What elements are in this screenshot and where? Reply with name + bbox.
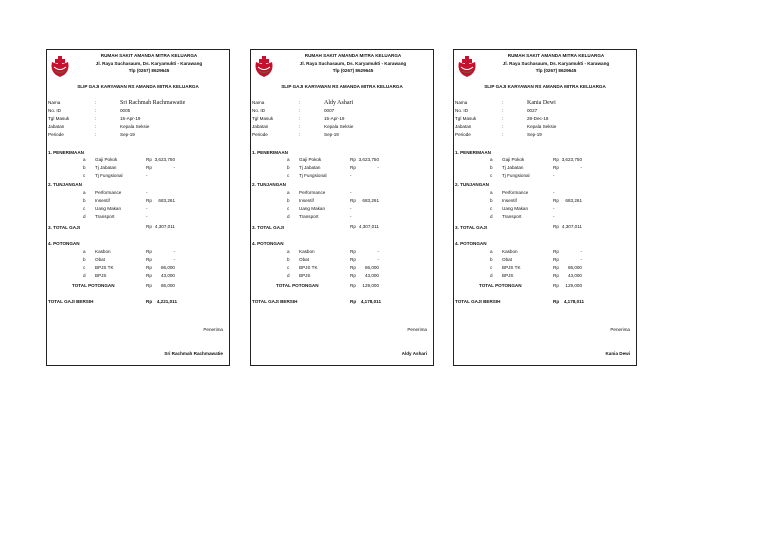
item-letter: c xyxy=(490,265,493,270)
item-amount: - xyxy=(580,257,582,262)
total-potongan-label: TOTAL POTONGAN xyxy=(479,283,522,288)
field-colon: : xyxy=(502,100,504,105)
item-name: Performance xyxy=(299,190,326,195)
item-name: Gaji Pokok xyxy=(95,157,118,162)
tunjangan-row xyxy=(454,189,636,197)
item-currency: Rp xyxy=(350,198,356,203)
item-name: Tj Jabatan xyxy=(299,165,321,170)
total-potongan-currency: Rp xyxy=(146,283,152,288)
item-letter: a xyxy=(287,249,290,254)
item-amount: 3,623,750 xyxy=(561,157,582,162)
slip-title: SLIP GAJI KARYAWAN RS AMANDA MITRA KELUARGA xyxy=(484,84,606,89)
field-label: Nama xyxy=(48,100,61,105)
item-currency: - xyxy=(553,206,555,211)
field-colon: : xyxy=(95,116,97,121)
item-letter: c xyxy=(83,206,86,211)
item-amount: 43,000 xyxy=(160,273,175,278)
penerimaan-row xyxy=(251,156,433,164)
section-potongan: 4. POTONGAN xyxy=(455,241,487,246)
penerimaan-row xyxy=(251,164,433,172)
hospital-name: RUMAH SAKIT AMANDA MITRA KELUARGA xyxy=(507,53,605,58)
gaji-bersih-label: TOTAL GAJI BERSIH xyxy=(48,299,94,304)
tunjangan-row xyxy=(454,213,636,221)
section-potongan: 4. POTONGAN xyxy=(48,241,80,246)
penerimaan-row xyxy=(47,172,229,180)
section-potongan: 4. POTONGAN xyxy=(252,241,284,246)
item-letter: c xyxy=(490,173,493,178)
field-colon: : xyxy=(502,124,504,129)
field-value: 0027 xyxy=(527,108,538,113)
tunjangan-row xyxy=(47,189,229,197)
item-name: BPJS TK xyxy=(502,265,521,270)
letterhead xyxy=(71,52,227,75)
hospital-address: Jl. Raya Suchasaum, Ds. Karyamukti - Karawang xyxy=(95,60,203,66)
item-amount: - xyxy=(377,165,379,170)
item-currency: Rp xyxy=(350,157,356,162)
item-currency: - xyxy=(350,206,352,211)
field-tgl-masuk xyxy=(47,115,229,123)
gaji-bersih-amount: 4,178,011 xyxy=(360,299,381,304)
item-letter: d xyxy=(490,214,493,219)
item-letter: d xyxy=(490,273,493,278)
item-currency: Rp xyxy=(553,249,559,254)
item-letter: b xyxy=(83,257,86,262)
total-gaji-label: 3. TOTAL GAJI xyxy=(252,225,284,230)
item-letter: d xyxy=(83,273,86,278)
item-currency: Rp xyxy=(146,198,152,203)
hospital-phone: Tlp (0267) 8629645 xyxy=(535,68,577,74)
item-name: Obat xyxy=(502,257,512,262)
field-no-id xyxy=(454,107,636,115)
gaji-bersih-label: TOTAL GAJI BERSIH xyxy=(455,299,501,304)
signature-name: Sri Rachmah Rachmawatie xyxy=(164,351,223,356)
field-jabatan xyxy=(47,123,229,131)
total-gaji-currency: Rp xyxy=(146,224,152,229)
item-letter: c xyxy=(287,173,290,178)
item-amount: 86,000 xyxy=(160,265,175,270)
item-amount: 43,000 xyxy=(364,273,379,278)
item-name: Transport xyxy=(299,214,319,219)
section-penerimaan: 1. PENERIMAAN xyxy=(455,150,491,155)
field-colon: : xyxy=(95,132,97,137)
field-value: Sep-19 xyxy=(120,132,135,137)
item-currency: Rp xyxy=(146,257,152,262)
field-colon: : xyxy=(502,116,504,121)
item-currency: - xyxy=(146,190,148,195)
item-name: Transport xyxy=(502,214,522,219)
field-nama xyxy=(454,99,636,107)
logo xyxy=(456,52,478,78)
item-letter: d xyxy=(83,214,86,219)
field-value: Aldy Ashari xyxy=(324,100,354,106)
item-currency: Rp xyxy=(350,249,356,254)
penerimaan-row xyxy=(251,172,433,180)
field-label: Nama xyxy=(455,100,468,105)
field-jabatan xyxy=(251,123,433,131)
hospital-address: Jl. Raya Suchasaum, Ds. Karyamukti - Karawang xyxy=(502,60,610,66)
section-tunjangan: 2. TUNJANGAN xyxy=(48,182,82,187)
field-colon: : xyxy=(299,132,301,137)
item-currency: - xyxy=(350,173,352,178)
item-amount: - xyxy=(580,165,582,170)
item-currency: Rp xyxy=(146,273,152,278)
item-name: Uang Makan xyxy=(502,206,529,211)
section-tunjangan: 2. TUNJANGAN xyxy=(252,182,286,187)
field-no-id xyxy=(251,107,433,115)
item-name: Performance xyxy=(502,190,529,195)
field-colon: : xyxy=(502,132,504,137)
field-colon: : xyxy=(299,124,301,129)
item-amount: - xyxy=(173,165,175,170)
item-letter: a xyxy=(490,190,493,195)
total-potongan-label: TOTAL POTONGAN xyxy=(72,283,115,288)
item-name: Tj Fungsional xyxy=(502,173,530,178)
hospital-phone: Tlp (0267) 8629645 xyxy=(128,68,170,74)
potongan-row xyxy=(251,256,433,264)
section-penerimaan: 1. PENERIMAAN xyxy=(48,150,84,155)
item-name: BPJS TK xyxy=(299,265,318,270)
item-currency: - xyxy=(553,190,555,195)
field-colon: : xyxy=(299,100,301,105)
item-amount: - xyxy=(173,249,175,254)
item-name: Tj Jabatan xyxy=(95,165,117,170)
item-name: Performance xyxy=(95,190,122,195)
total-gaji-amount: 4,307,011 xyxy=(154,224,175,229)
field-label: Jabatan xyxy=(48,124,65,129)
field-tgl-masuk xyxy=(251,115,433,123)
salary-slip xyxy=(46,49,230,366)
total-potongan-currency: Rp xyxy=(553,283,559,288)
item-name: Kasbon xyxy=(502,249,518,254)
tunjangan-row xyxy=(47,197,229,205)
item-letter: c xyxy=(83,265,86,270)
field-label: No. ID xyxy=(455,108,469,113)
gaji-bersih-currency: Rp xyxy=(553,299,560,304)
item-amount: 683,261 xyxy=(158,198,175,203)
item-currency: Rp xyxy=(350,265,356,270)
field-value: Kepala Seksie xyxy=(120,124,150,129)
penerimaan-row xyxy=(454,156,636,164)
item-name: Obat xyxy=(299,257,309,262)
penerimaan-row xyxy=(47,164,229,172)
field-label: Periode xyxy=(48,132,64,137)
hospital-address: Jl. Raya Suchasaum, Ds. Karyamukti - Karawang xyxy=(299,60,407,66)
tunjangan-row xyxy=(454,205,636,213)
item-amount: - xyxy=(580,249,582,254)
field-value: 15-Apr-19 xyxy=(120,116,141,121)
item-currency: - xyxy=(146,206,148,211)
field-colon: : xyxy=(502,108,504,113)
item-name: Uang Makan xyxy=(299,206,326,211)
potongan-row xyxy=(47,256,229,264)
total-gaji-amount: 4,307,011 xyxy=(561,224,582,229)
item-name: BPJS xyxy=(299,273,311,278)
hospital-logo-icon xyxy=(49,52,71,78)
item-amount: - xyxy=(173,257,175,262)
field-label: Periode xyxy=(455,132,471,137)
potongan-row xyxy=(454,272,636,280)
field-label: Periode xyxy=(252,132,268,137)
field-periode xyxy=(47,131,229,139)
field-label: No. ID xyxy=(252,108,266,113)
total-gaji-currency: Rp xyxy=(553,224,559,229)
item-letter: b xyxy=(287,198,290,203)
item-letter: b xyxy=(83,198,86,203)
total-gaji-label: 3. TOTAL GAJI xyxy=(48,225,80,230)
item-name: BPJS xyxy=(502,273,514,278)
item-currency: - xyxy=(553,214,555,219)
item-name: Insentif xyxy=(502,198,517,203)
field-value: Sep-19 xyxy=(324,132,339,137)
item-letter: b xyxy=(287,165,290,170)
item-currency: - xyxy=(146,173,148,178)
salary-slip xyxy=(250,49,434,366)
field-colon: : xyxy=(299,116,301,121)
field-label: No. ID xyxy=(48,108,62,113)
item-letter: b xyxy=(490,257,493,262)
total-gaji-amount: 4,307,011 xyxy=(358,224,379,229)
item-letter: b xyxy=(287,257,290,262)
field-nama xyxy=(251,99,433,107)
item-name: Gaji Pokok xyxy=(502,157,525,162)
item-name: Insentif xyxy=(95,198,110,203)
hospital-logo-icon xyxy=(456,52,478,78)
item-currency: Rp xyxy=(146,249,152,254)
item-currency: - xyxy=(553,173,555,178)
field-colon: : xyxy=(95,124,97,129)
item-currency: Rp xyxy=(553,198,559,203)
signature-name: Kania Dewi xyxy=(605,351,630,356)
item-letter: c xyxy=(287,265,290,270)
item-name: Uang Makan xyxy=(95,206,122,211)
penerimaan-row xyxy=(454,172,636,180)
penerimaan-row xyxy=(454,164,636,172)
item-letter: c xyxy=(83,173,86,178)
item-letter: c xyxy=(287,206,290,211)
item-name: Transport xyxy=(95,214,115,219)
salary-slip xyxy=(453,49,637,366)
potongan-row xyxy=(251,248,433,256)
item-letter: d xyxy=(287,214,290,219)
penerima-label: Penerima xyxy=(610,327,630,332)
total-gaji-currency: Rp xyxy=(350,224,356,229)
logo xyxy=(253,52,275,78)
gaji-bersih-amount: 4,178,011 xyxy=(563,299,584,304)
field-jabatan xyxy=(454,123,636,131)
gaji-bersih-label: TOTAL GAJI BERSIH xyxy=(252,299,298,304)
signature-name: Aldy Ashari xyxy=(401,351,427,356)
item-name: Tj Fungsional xyxy=(299,173,327,178)
field-value: 28-Dec-18 xyxy=(527,116,549,121)
tunjangan-row xyxy=(47,213,229,221)
item-currency: Rp xyxy=(350,165,356,170)
item-letter: b xyxy=(490,198,493,203)
item-name: Kasbon xyxy=(299,249,315,254)
item-letter: a xyxy=(83,190,86,195)
item-name: BPJS TK xyxy=(95,265,114,270)
field-nama xyxy=(47,99,229,107)
total-potongan-amount: 129,000 xyxy=(565,283,582,288)
total-potongan-currency: Rp xyxy=(350,283,356,288)
field-no-id xyxy=(47,107,229,115)
field-label: Tgl Masuk xyxy=(252,116,274,121)
item-currency: - xyxy=(350,190,352,195)
field-label: Nama xyxy=(252,100,265,105)
item-currency: Rp xyxy=(146,165,152,170)
item-amount: 683,261 xyxy=(362,198,379,203)
field-label: Jabatan xyxy=(455,124,472,129)
letterhead xyxy=(478,52,634,75)
item-letter: b xyxy=(83,165,86,170)
gaji-bersih-amount: 4,221,011 xyxy=(156,299,177,304)
field-label: Tgl Masuk xyxy=(455,116,477,121)
field-value: Sri Rachmah Rachmawatie xyxy=(120,100,186,106)
tunjangan-row xyxy=(251,189,433,197)
item-letter: c xyxy=(490,206,493,211)
potongan-row xyxy=(47,272,229,280)
item-letter: a xyxy=(490,157,493,162)
potongan-row xyxy=(47,248,229,256)
item-currency: Rp xyxy=(350,257,356,262)
potongan-row xyxy=(454,264,636,272)
total-potongan-amount: 129,000 xyxy=(362,283,379,288)
item-currency: Rp xyxy=(146,157,152,162)
field-label: Tgl Masuk xyxy=(48,116,70,121)
field-label: Jabatan xyxy=(252,124,269,129)
potongan-row xyxy=(454,256,636,264)
field-value: 0007 xyxy=(324,108,335,113)
item-amount: 683,261 xyxy=(565,198,582,203)
item-currency: - xyxy=(146,214,148,219)
letterhead xyxy=(275,52,431,75)
tunjangan-row xyxy=(251,213,433,221)
item-letter: a xyxy=(287,190,290,195)
item-amount: 3,623,750 xyxy=(358,157,379,162)
field-periode xyxy=(251,131,433,139)
item-name: BPJS xyxy=(95,273,107,278)
total-potongan-amount: 86,000 xyxy=(160,283,175,288)
hospital-name: RUMAH SAKIT AMANDA MITRA KELUARGA xyxy=(100,53,198,58)
hospital-logo-icon xyxy=(253,52,275,78)
tunjangan-row xyxy=(454,197,636,205)
item-currency: - xyxy=(350,214,352,219)
hospital-name: RUMAH SAKIT AMANDA MITRA KELUARGA xyxy=(304,53,402,58)
item-name: Insentif xyxy=(299,198,314,203)
item-name: Tj Fungsional xyxy=(95,173,123,178)
item-amount: 86,000 xyxy=(567,265,582,270)
item-amount: 43,000 xyxy=(567,273,582,278)
penerima-label: Penerima xyxy=(407,327,427,332)
field-value: Kepala Seksie xyxy=(324,124,354,129)
item-name: Kasbon xyxy=(95,249,111,254)
item-letter: a xyxy=(490,249,493,254)
item-letter: a xyxy=(83,249,86,254)
item-currency: Rp xyxy=(350,273,356,278)
item-name: Gaji Pokok xyxy=(299,157,322,162)
field-value: Kania Dewi xyxy=(527,100,556,106)
logo xyxy=(49,52,71,78)
item-currency: Rp xyxy=(553,157,559,162)
penerimaan-row xyxy=(47,156,229,164)
item-letter: a xyxy=(287,157,290,162)
field-colon: : xyxy=(95,108,97,113)
item-name: Tj Jabatan xyxy=(502,165,524,170)
gaji-bersih-currency: Rp xyxy=(350,299,357,304)
item-letter: a xyxy=(83,157,86,162)
slip-title: SLIP GAJI KARYAWAN RS AMANDA MITRA KELUARGA xyxy=(281,84,403,89)
potongan-row xyxy=(47,264,229,272)
section-tunjangan: 2. TUNJANGAN xyxy=(455,182,489,187)
potongan-row xyxy=(251,264,433,272)
total-gaji-label: 3. TOTAL GAJI xyxy=(455,225,487,230)
item-name: Obat xyxy=(95,257,105,262)
item-currency: Rp xyxy=(553,257,559,262)
item-currency: Rp xyxy=(553,165,559,170)
item-amount: 86,000 xyxy=(364,265,379,270)
section-penerimaan: 1. PENERIMAAN xyxy=(252,150,288,155)
item-letter: b xyxy=(490,165,493,170)
slip-title: SLIP GAJI KARYAWAN RS AMANDA MITRA KELUARGA xyxy=(77,84,199,89)
field-colon: : xyxy=(95,100,97,105)
item-amount: - xyxy=(377,257,379,262)
field-value: 0005 xyxy=(120,108,131,113)
field-value: Kepala Seksie xyxy=(527,124,557,129)
item-amount: 3,623,750 xyxy=(154,157,175,162)
gaji-bersih-currency: Rp xyxy=(146,299,153,304)
penerima-label: Penerima xyxy=(203,327,223,332)
potongan-row xyxy=(454,248,636,256)
tunjangan-row xyxy=(251,205,433,213)
tunjangan-row xyxy=(251,197,433,205)
potongan-row xyxy=(251,272,433,280)
field-value: Sep-19 xyxy=(527,132,542,137)
tunjangan-row xyxy=(47,205,229,213)
field-periode xyxy=(454,131,636,139)
field-tgl-masuk xyxy=(454,115,636,123)
item-currency: Rp xyxy=(146,265,152,270)
item-currency: Rp xyxy=(553,265,559,270)
field-value: 15-Apr-19 xyxy=(324,116,345,121)
field-colon: : xyxy=(299,108,301,113)
item-amount: - xyxy=(377,249,379,254)
hospital-phone: Tlp (0267) 8629645 xyxy=(332,68,374,74)
item-currency: Rp xyxy=(553,273,559,278)
item-letter: d xyxy=(287,273,290,278)
total-potongan-label: TOTAL POTONGAN xyxy=(276,283,319,288)
